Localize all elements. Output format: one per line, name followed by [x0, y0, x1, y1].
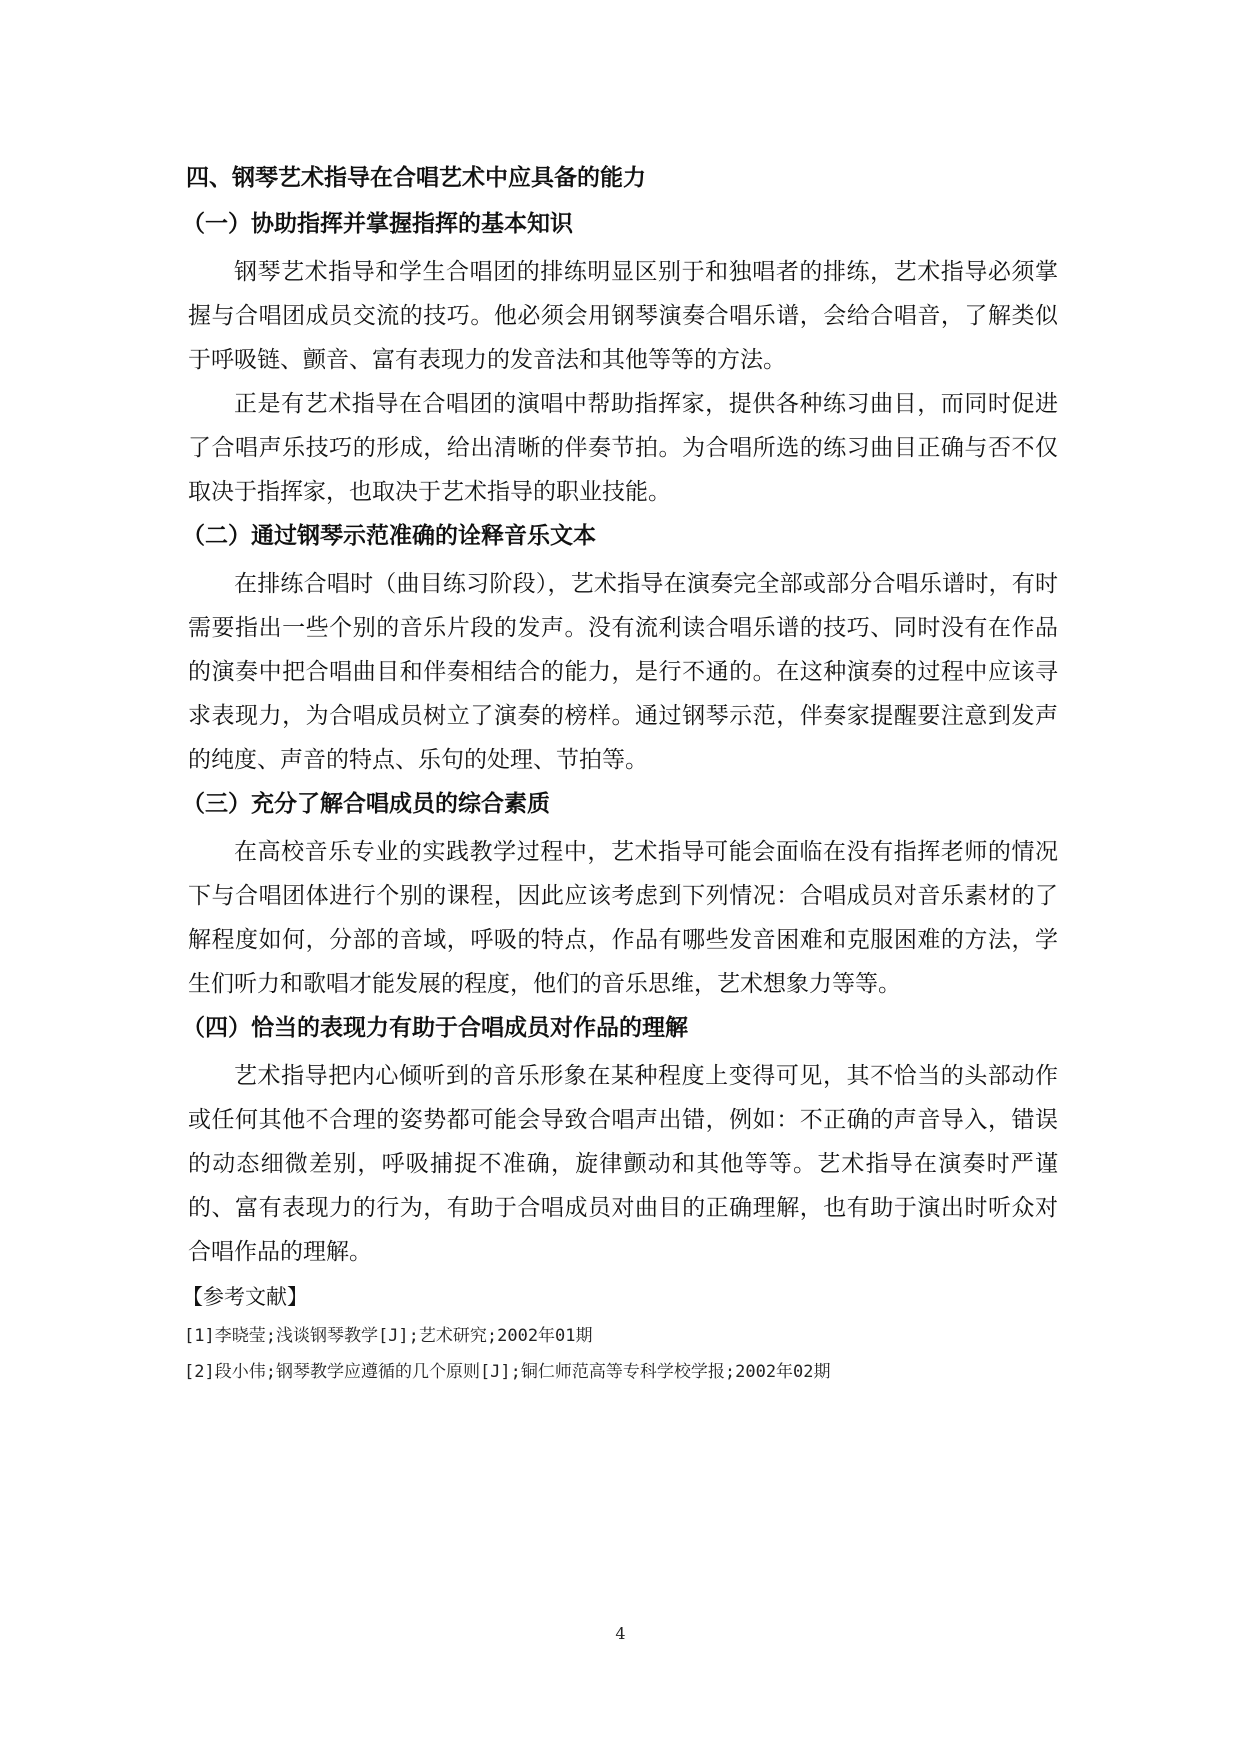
section-title: （一）协助指挥并掌握指挥的基本知识	[182, 211, 573, 237]
main-heading: 四、钢琴艺术指导在合唱艺术中应具备的能力	[186, 165, 646, 191]
section-title: （三）充分了解合唱成员的综合素质	[182, 791, 550, 817]
references	[182, 1280, 1058, 1390]
paragraph: 在高校音乐专业的实践教学过程中，艺术指导可能会面临在没有指挥老师的情况下与合唱团体进行个别的课程，因此应该考虑到下列情况：合唱成员对音乐素材的了解程度如何，分部的音域，呼吸的特点，作品有哪些发音困难和克服困难的方法，学生们听力和歌唱才能发展的程度，他们的音乐思维，艺术想象力等等。	[188, 839, 1058, 997]
section-title: （四）恰当的表现力有助于合唱成员对作品的理解	[182, 1015, 688, 1041]
section-2	[182, 518, 1058, 782]
page-number: 4	[615, 1624, 626, 1643]
paragraph: 艺术指导把内心倾听到的音乐形象在某种程度上变得可见，其不恰当的头部动作或任何其他不合理的姿势都可能会导致合唱声出错，例如：不正确的声音导入，错误的动态细微差别，呼吸捕捉不准确，旋律颤动和其他等等。艺术指导在演奏时严谨的、富有表现力的行为，有助于合唱成员对曲目的正确理解，也有助于演出时听众对合唱作品的理解。	[188, 1063, 1058, 1265]
references-title: 【参考文献】	[182, 1285, 308, 1309]
section-title: （二）通过钢琴示范准确的诠释音乐文本	[182, 523, 596, 549]
section-4	[182, 1010, 1058, 1274]
reference-item: [1]李晓莹;浅谈钢琴教学[J];艺术研究;2002年01期	[184, 1326, 593, 1346]
document-body	[182, 160, 1058, 1390]
paragraph: 钢琴艺术指导和学生合唱团的排练明显区别于和独唱者的排练，艺术指导必须掌握与合唱团成员交流的技巧。他必须会用钢琴演奏合唱乐谱，会给合唱音，了解类似于呼吸链、颤音、富有表现力的发音法和其他等等的方法。	[188, 259, 1058, 373]
reference-item: [2]段小伟;钢琴教学应遵循的几个原则[J];铜仁师范高等专科学校学报;2002年02期	[184, 1362, 831, 1382]
section-3	[182, 786, 1058, 1006]
paragraph: 正是有艺术指导在合唱团的演唱中帮助指挥家，提供各种练习曲目，而同时促进了合唱声乐技巧的形成，给出清晰的伴奏节拍。为合唱所选的练习曲目正确与否不仅取决于指挥家，也取决于艺术指导的职业技能。	[188, 391, 1058, 505]
section-1	[182, 206, 1058, 514]
paragraph: 在排练合唱时（曲目练习阶段），艺术指导在演奏完全部或部分合唱乐谱时，有时需要指出一些个别的音乐片段的发声。没有流利读合唱乐谱的技巧、同时没有在作品的演奏中把合唱曲目和伴奏相结合的能力，是行不通的。在这种演奏的过程中应该寻求表现力，为合唱成员树立了演奏的榜样。通过钢琴示范，伴奏家提醒要注意到发声的纯度、声音的特点、乐句的处理、节拍等。	[188, 571, 1058, 773]
